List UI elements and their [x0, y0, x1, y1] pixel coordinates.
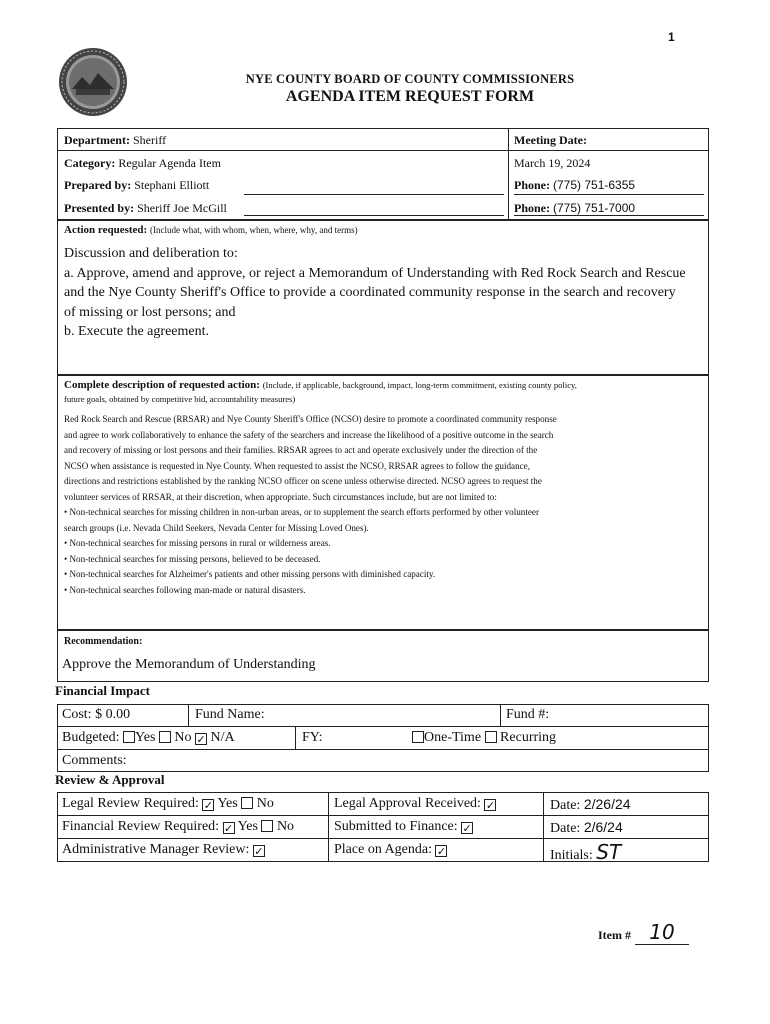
item-number-row [598, 920, 689, 945]
date-value-1: 2/26/24 [583, 796, 631, 812]
phone-label-1: Phone: [514, 178, 550, 192]
legal-review-yes-checkbox[interactable]: ✓ [203, 799, 213, 812]
description-hint: (Include, if applicable, background, impact, long-term commitment, existing county policy, [262, 380, 577, 390]
date-value-2: 2/6/24 [583, 819, 623, 835]
presented-row [64, 201, 227, 216]
budgeted-yes-label: Yes [135, 730, 156, 745]
action-hint: (Include what, with whom, when, where, why, and terms) [149, 225, 358, 235]
financial-review-row [62, 819, 294, 835]
budgeted-row [62, 730, 235, 746]
county-seal-logo [58, 47, 128, 117]
initials-row [550, 840, 621, 864]
recommendation-text: Approve the Memorandum of Understanding [62, 657, 316, 672]
admin-review-checkbox[interactable]: ✓ [254, 845, 264, 858]
date-label-2: Date: [550, 821, 581, 836]
one-time-label: One-Time [424, 730, 482, 745]
description-line: and recovery of missing or lost persons and their families. RRSAR agrees to act and operate exclusively under the direction of the [64, 445, 538, 455]
phone-row-1 [514, 178, 635, 193]
item-number-label: Item # [598, 928, 631, 942]
prepared-row [64, 178, 209, 193]
description-line: • Non-technical searches for missing persons in rural or wilderness areas. [64, 538, 331, 548]
legal-approval-checkbox[interactable]: ✓ [485, 799, 496, 812]
description-line: • Non-technical searches for missing children in non-urban areas, or to supplement the search efforts performed by other volunteer [64, 507, 539, 517]
meeting-date-value: March 19, 2024 [514, 156, 591, 170]
action-line: of missing or lost persons; and [64, 304, 236, 320]
financial-review-yes-label: Yes [237, 819, 258, 834]
description-line: NCSO when assistance is requested in Nye County. When requested to assist the NCSO, RRSAR agrees to follow the guidance, [64, 460, 530, 471]
comments-label: Comments: [62, 753, 127, 768]
category-row [64, 156, 221, 171]
description-line: search groups (i.e. Nevada Child Seekers, Nevada Center for Missing Loved Ones). [64, 522, 369, 533]
description-label: Complete description of requested action: [64, 379, 260, 391]
budgeted-no-checkbox[interactable] [159, 731, 171, 743]
budgeted-yes-checkbox[interactable] [123, 731, 135, 743]
fund-name-label: Fund Name: [195, 707, 265, 722]
legal-review-yes-label: Yes [217, 796, 238, 811]
description-line: • Non-technical searches for missing persons, believed to be deceased. [64, 553, 321, 564]
prepared-label: Prepared by: [64, 178, 132, 192]
department-value: Sheriff [132, 133, 167, 147]
description-line: volunteer services of RRSAR, at their discretion, when appropriate. Such circumstances include, but are not limited to: [64, 491, 497, 502]
fund-number-label: Fund #: [506, 707, 550, 722]
date-label-1: Date: [550, 798, 581, 813]
initials-signature: ST [596, 840, 622, 864]
recommendation-label: Recommendation: [64, 636, 143, 647]
submitted-finance-row [334, 819, 473, 835]
department-row [64, 133, 166, 148]
admin-review-label: Administrative Manager Review: [62, 842, 250, 857]
legal-review-no-checkbox[interactable] [241, 797, 253, 809]
legal-review-no-label: No [256, 796, 274, 811]
category-value: Regular Agenda Item [118, 156, 221, 170]
phone-value-1: (775) 751-6355 [553, 178, 636, 192]
phone-row-2 [514, 201, 635, 216]
presented-label: Presented by: [64, 201, 135, 215]
category-label: Category: [64, 156, 116, 170]
page-number: 1 [668, 30, 675, 44]
fy-label: FY: [302, 730, 323, 745]
action-label: Action requested: [64, 224, 148, 236]
description-header [64, 379, 709, 391]
description-line: Red Rock Search and Rescue (RRSAR) and Nye County Sheriff's Office (NCSO) desire to promote a coordinated community response [64, 414, 557, 424]
department-label: Department: [64, 133, 130, 147]
submitted-finance-checkbox[interactable]: ✓ [462, 822, 472, 835]
prepared-value: Stephani Elliott [134, 178, 210, 192]
item-number-value: 10 [635, 920, 689, 945]
financial-review-no-label: No [276, 819, 295, 834]
cost-value: Cost: $ 0.00 [62, 707, 131, 722]
description-line: and agree to work collaboratively to enhance the safety of the searchers and increase the likelihood of a positive outcome in the search [64, 429, 554, 440]
budgeted-label: Budgeted: [62, 730, 120, 745]
action-header [64, 224, 358, 236]
description-body [64, 412, 709, 598]
action-line: Discussion and deliberation to: [64, 246, 238, 261]
recurrence-row [412, 730, 556, 746]
description-line: • Non-technical searches following man-made or natural disasters. [64, 584, 306, 595]
action-line: b. Execute the agreement. [64, 324, 209, 339]
initials-label: Initials: [550, 848, 593, 863]
action-body [64, 244, 709, 342]
action-line: and the Nye County Sheriff's Office to provide a coordinated community response in the search and recovery [64, 285, 676, 300]
phone-value-2: (775) 751-7000 [553, 201, 636, 215]
submitted-finance-label: Submitted to Finance: [334, 819, 458, 834]
description-line: • Non-technical searches for Alzheimer's patients and other missing persons with diminished capacity. [64, 569, 436, 579]
org-title: NYE COUNTY BOARD OF COUNTY COMMISSIONERS [245, 72, 575, 86]
legal-approval-row [334, 796, 496, 812]
presented-value: Sheriff Joe McGill [137, 201, 227, 215]
review-heading: Review & Approval [55, 772, 165, 787]
financial-review-no-checkbox[interactable] [261, 820, 273, 832]
place-agenda-checkbox[interactable]: ✓ [436, 845, 447, 858]
one-time-checkbox[interactable] [412, 731, 424, 743]
phone-label-2: Phone: [514, 201, 550, 215]
place-agenda-label: Place on Agenda: [334, 842, 432, 857]
financial-heading: Financial Impact [55, 683, 150, 698]
date-row-1 [550, 796, 631, 814]
recurring-label: Recurring [500, 730, 557, 745]
form-title: AGENDA ITEM REQUEST FORM [285, 88, 535, 105]
recurring-checkbox[interactable] [485, 731, 497, 743]
budgeted-na-label: N/A [210, 730, 235, 745]
legal-review-label: Legal Review Required: [62, 796, 199, 811]
financial-review-yes-checkbox[interactable]: ✓ [223, 822, 234, 835]
place-agenda-row [334, 842, 447, 858]
meeting-date-label: Meeting Date: [514, 133, 587, 147]
action-line: a. Approve, amend and approve, or reject a Memorandum of Understanding with Red Rock Search and Rescue [64, 265, 686, 281]
description-line: directions and restrictions established by the ranking NCSO officer on scene unless otherwise directed. NCSO agrees to request the [64, 476, 542, 486]
recommendation-section [57, 630, 709, 682]
admin-review-row [62, 842, 265, 858]
description-hint-2: future goals, obtained by competitive bid, accountability measures) [64, 394, 296, 404]
budgeted-no-label: No [174, 730, 192, 745]
legal-approval-label: Legal Approval Received: [334, 796, 481, 811]
legal-review-row [62, 796, 274, 812]
date-row-2 [550, 819, 623, 837]
budgeted-na-checkbox[interactable]: ✓ [196, 733, 206, 746]
financial-review-label: Financial Review Required: [62, 819, 220, 834]
